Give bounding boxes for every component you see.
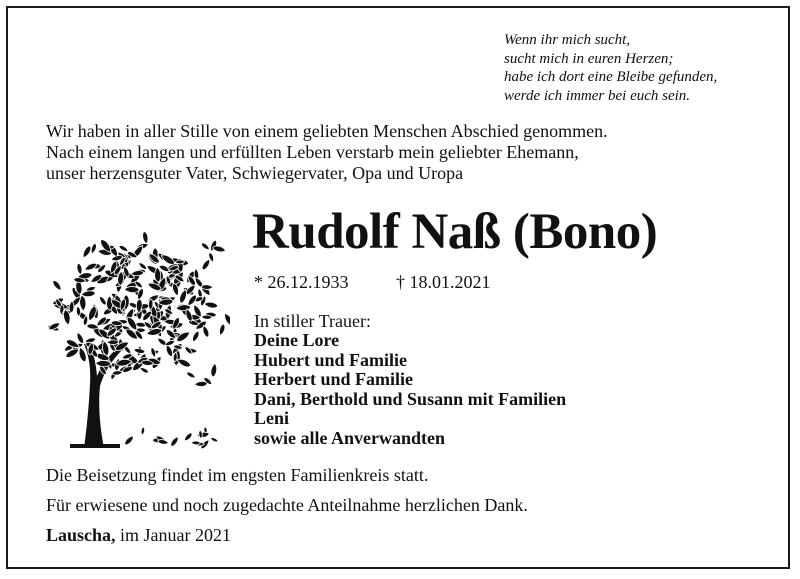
birth-date: * 26.12.1933 [254, 272, 349, 292]
mourner-name: Dani, Berthold und Susann mit Familien [254, 388, 567, 409]
mourners-list [254, 331, 566, 449]
intro-line: Nach einem langen und erfüllten Leben verstarb mein geliebter Ehemann, [46, 142, 579, 162]
closing-place: Lauscha, [46, 525, 116, 545]
poem-line: werde ich immer bei euch sein. [504, 87, 691, 104]
poem-line: sucht mich in euren Herzen; [504, 50, 674, 67]
mourner-name: Deine Lore [254, 330, 340, 350]
mourner-name: Herbert und Familie [254, 369, 413, 390]
intro-line: Wir haben in aller Stille von einem geliebten Menschen Abschied genommen. [46, 121, 608, 141]
mourning-label: In stiller Trauer: [254, 311, 371, 331]
closing-line [46, 524, 231, 546]
mourner-name: Leni [254, 408, 290, 429]
intro-text [46, 121, 608, 184]
life-dates [254, 271, 491, 293]
closing-date: im Januar 2021 [115, 525, 232, 545]
deceased-name: Rudolf Naß (Bono) [252, 204, 658, 260]
mourner-name: sowie alle Anverwandten [254, 427, 445, 448]
poem-line: habe ich dort eine Bleibe gefunden, [504, 69, 718, 85]
intro-line: unser herzensguter Vater, Schwiegervater, Opa und Uropa [46, 163, 464, 183]
thanks-note: Für erwiesene und noch zugedachte Anteilnahme herzlichen Dank. [46, 495, 528, 515]
funeral-note: Die Beisetzung findet im engsten Familienkreis statt. [46, 465, 429, 485]
death-date: † 18.01.2021 [396, 272, 491, 292]
windblown-tree-icon [40, 226, 230, 452]
poem-verse [504, 31, 717, 105]
mourner-name: Hubert und Familie [254, 349, 408, 370]
poem-line: Wenn ihr mich sucht, [504, 32, 631, 48]
